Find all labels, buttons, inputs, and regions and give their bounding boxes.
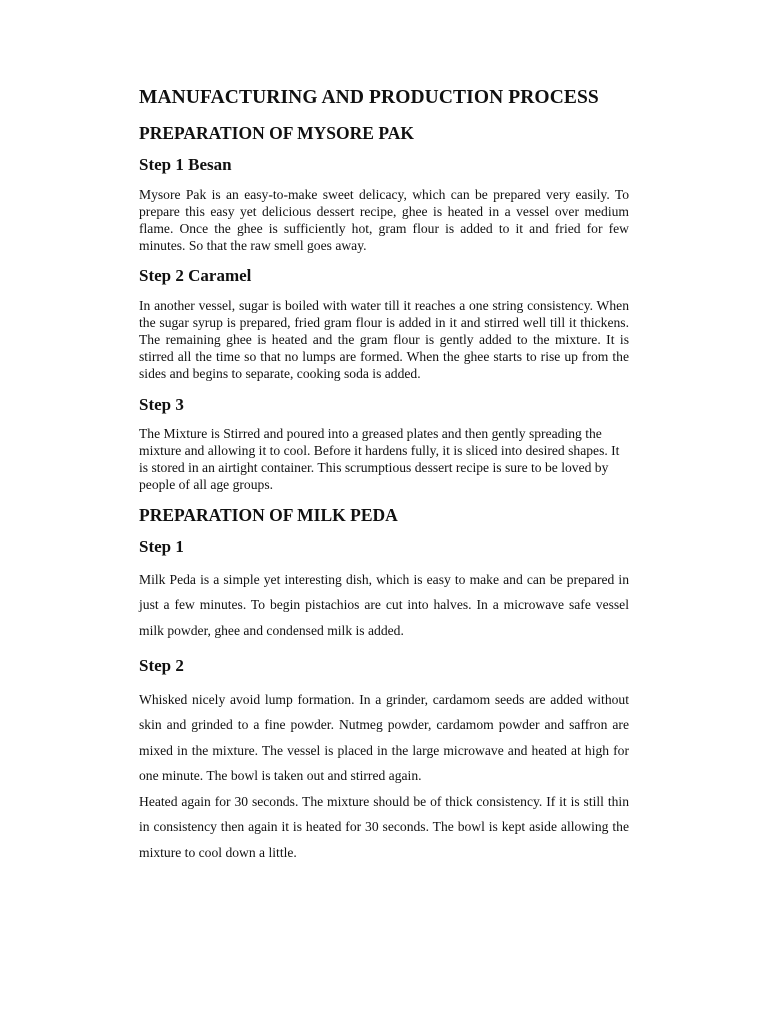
- paragraph: In another vessel, sugar is boiled with water till it reaches a one string consistency. When the sugar syrup is prepared, fried gram flour is added in it and stirred well till it thickens. The remaining ghee is heated and the gram flour is gently added to the mixture. It is stirred all the time so that no lumps are formed. When the ghee starts to rise up from the sides and begins to separate, cooking soda is added.: [139, 297, 629, 382]
- paragraph: The Mixture is Stirred and poured into a greased plates and then gently spreading the mixture and allowing it to cool. Before it hardens fully, it is sliced into desired shapes. It is stored in an airtight container. This scrumptious dessert recipe is sure to be loved by people of all age groups.: [139, 425, 620, 493]
- step-heading: Step 1: [139, 536, 184, 556]
- paragraph: Whisked nicely avoid lump formation. In a grinder, cardamom seeds are added without skin and grinded to a fine powder. Nutmeg powder, cardamom powder and saffron are mixed in the mixture. The vessel is placed in the large microwave and heated at high for one minute. The bowl is taken out and stirred again.: [139, 691, 629, 784]
- step-heading: Step 2 Caramel: [139, 266, 252, 286]
- section-mysore-pak: [139, 123, 629, 493]
- step-heading: Step 1 Besan: [139, 155, 232, 175]
- section-heading: PREPARATION OF MYSORE PAK: [139, 123, 414, 144]
- step-heading: Step 2: [139, 656, 184, 676]
- paragraph: Mysore Pak is an easy-to-make sweet delicacy, which can be prepared very easily. To prepare this easy yet delicious dessert recipe, ghee is heated in a vessel over medium flame. Once the ghee is sufficiently hot, gram flour is added to it and fried for few minutes. So that the raw smell goes away.: [139, 186, 629, 254]
- step-body: [139, 567, 629, 644]
- section-milk-peda: [139, 505, 629, 865]
- step-body: [139, 687, 629, 866]
- step-heading: Step 3: [139, 394, 184, 414]
- step-body: [139, 186, 629, 255]
- step-body: [139, 297, 629, 383]
- paragraph: Milk Peda is a simple yet interesting dish, which is easy to make and can be prepared in just a few minutes. To begin pistachios are cut into halves. In a microwave safe vessel milk powder, ghee and condensed milk is added.: [139, 571, 629, 638]
- document-title: MANUFACTURING AND PRODUCTION PROCESS: [139, 87, 599, 108]
- step-body: [139, 425, 629, 494]
- section-heading: PREPARATION OF MILK PEDA: [139, 504, 398, 525]
- paragraph: Heated again for 30 seconds. The mixture should be of thick consistency. If it is still thin in consistency then again it is heated for 30 seconds. The bowl is kept aside allowing the mixture to cool down a little.: [139, 793, 629, 860]
